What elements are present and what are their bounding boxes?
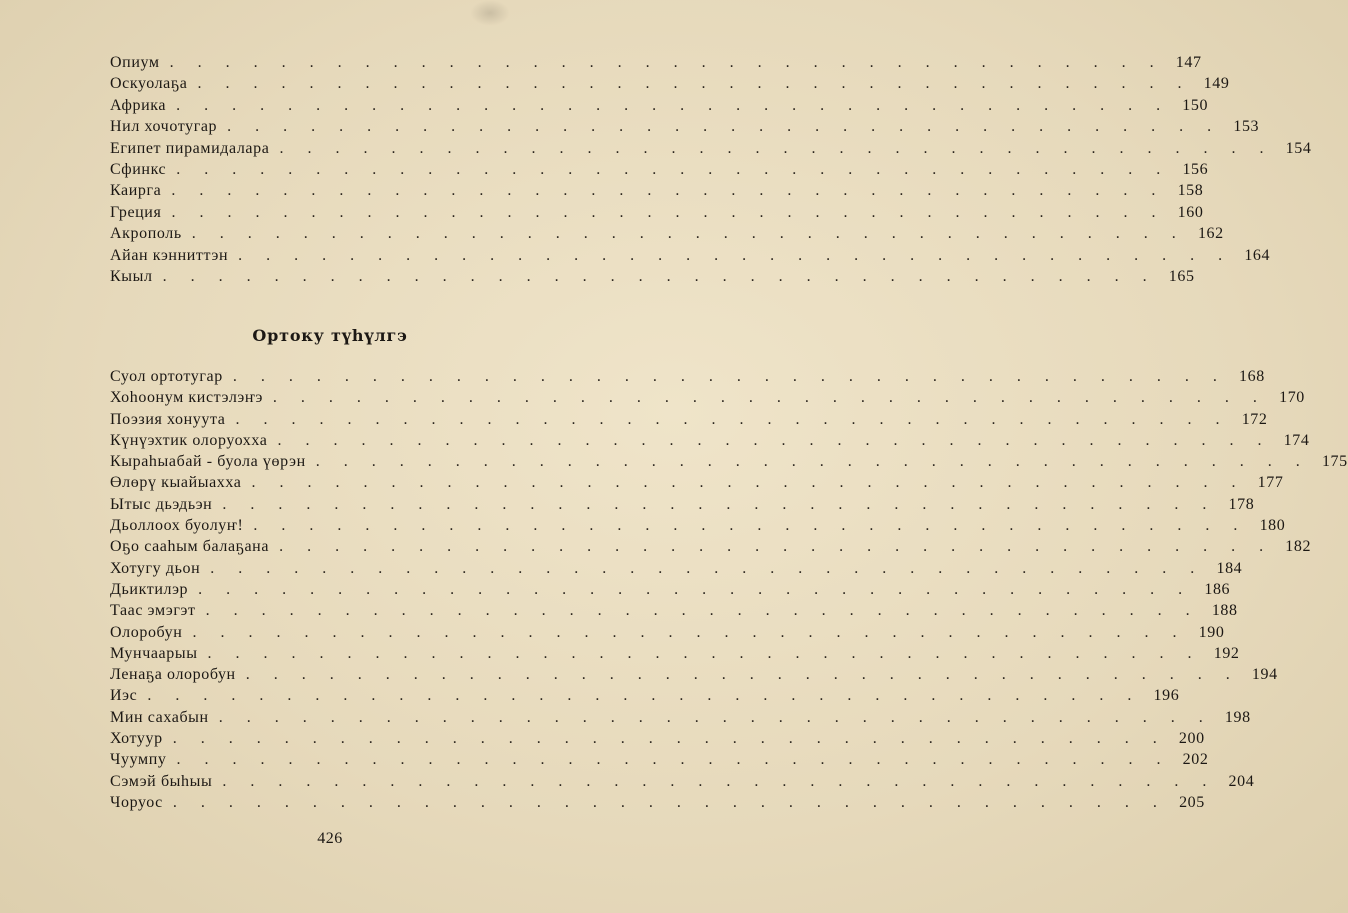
toc-entry-title: Мин сахабын (110, 708, 209, 726)
toc-entry-title: Күнүэхтик олоруохха (110, 431, 268, 449)
dot-leader: . . . . . . . . . . . . . . . . . . . . . . . . . . . . . . . . . . . . (272, 389, 1267, 407)
toc-entry (110, 772, 1255, 794)
toc-entry-title: Акрополь (110, 225, 182, 243)
toc-entry (110, 160, 1209, 182)
dot-leader: . . . . . . . . . . . . . . . . . . . . . . . . . . . . . . . . . . . . (205, 602, 1200, 620)
toc-entry-title: Оскуолаҕа (110, 75, 188, 93)
toc-entry (110, 793, 1205, 815)
toc-list-part-one (110, 54, 1312, 289)
toc-entry-page: 162 (1197, 225, 1224, 243)
toc-entry-page: 170 (1279, 389, 1305, 407)
toc-entry-page: 156 (1182, 160, 1209, 178)
toc-entry-title: Дьиктилэр (110, 580, 189, 598)
toc-entry-title: Хоһоонум кистэлэҥэ (110, 389, 263, 407)
toc-entry (110, 203, 1204, 225)
dot-leader: . . . . . . . . . . . . . . . . . . . . . . . . . . . . . . . . . . . . (162, 267, 1157, 285)
dot-leader: . . . . . . . . . . . . . . . . . . . . . . . . . . . . . . . . . . . . (176, 96, 1171, 114)
toc-entry-page: 150 (1182, 96, 1209, 114)
toc-entry-title: Ленаҕа олоробун (110, 666, 236, 684)
toc-entry (110, 751, 1209, 772)
dot-leader: . . . . . . . . . . . . . . . . . . . . . . . . . . . . . . . . . . . . (218, 708, 1213, 726)
dot-leader: . . . . . . . . . . . . . . . . . . . . . . . . . . . . . . . . . . . . (238, 246, 1233, 264)
toc-entry-title: Нил хочотугар (110, 118, 218, 136)
dot-leader: . . . . . . . . . . . . . . . . . . . . . . . . . . . . . . . . . . . . (251, 474, 1246, 492)
toc-entry (110, 267, 1195, 289)
toc-entry-page: 184 (1216, 559, 1243, 577)
toc-entry (110, 139, 1312, 161)
dot-leader: . . . . . . . . . . . . . . . . . . . . . . . . . . . . . . . . . . . . (253, 517, 1248, 535)
toc-entry-title: Мунчаарыы (110, 644, 198, 662)
toc-entry-page: 202 (1182, 751, 1209, 769)
toc-entry-page: 188 (1211, 602, 1238, 620)
dot-leader: . . . . . . . . . . . . . . . . . . . . . . . . . . . . . . . . . . . . (192, 623, 1187, 641)
toc-entry-page: 168 (1239, 368, 1265, 385)
toc-entry (110, 368, 1265, 389)
toc-entry (110, 580, 1231, 602)
dot-leader: . . . . . . . . . . . . . . . . . . . . . . . . . . . . . . . . . . . . (232, 368, 1227, 385)
toc-entry-title: Чуумпу (110, 751, 167, 769)
dot-leader: . . . . . . . . . . . . . . . . . . . . . . . . . . . . . . . . . . . . (198, 580, 1193, 598)
dot-leader: . . . . . . . . . . . . . . . . . . . . . . . . . . . . . . . . . . . . (171, 182, 1166, 200)
toc-entry-page: 147 (1175, 54, 1202, 71)
toc-entry-page: 174 (1283, 431, 1310, 449)
toc-entry-title: Египет пирамидалара (110, 139, 270, 157)
toc-entry (110, 538, 1312, 559)
toc-entry-page: 180 (1259, 517, 1286, 535)
toc-entry (110, 389, 1305, 410)
toc-entry-page: 192 (1213, 644, 1240, 662)
toc-entry (110, 495, 1255, 517)
dot-leader: . . . . . . . . . . . . . . . . . . . . . . . . . . . . . . . . . . . . (210, 559, 1205, 577)
toc-entry-page: 186 (1204, 580, 1231, 598)
toc-entry-title: Олоробун (110, 623, 183, 641)
toc-entry-title: Дьоллоох буолуҥ! (110, 517, 244, 535)
toc-entry (110, 225, 1224, 246)
toc-entry-page: 149 (1203, 75, 1230, 93)
toc-entry-page: 172 (1241, 410, 1268, 428)
dot-leader: . . . . . . . . . . . . . . . . . . . . . . . . . . . . . . . . . . . . (279, 538, 1274, 556)
dot-leader: . . . . . . . . . . . . . . . . . . . . . . . . . . . . . . . . . . . . (197, 75, 1192, 93)
dot-leader: . . . . . . . . . . . . . . . . . . . . . . . . . . . . . . . . . . . . (176, 160, 1171, 178)
dot-leader: . . . . . . . . . . . . . . . . . . . . . . . . . . . . . . . . . . . . (227, 118, 1222, 136)
toc-entry (110, 246, 1271, 268)
dot-leader: . . . . . . . . . . . . . . . . . . . . . . . . . . . . . . . . . . . . (245, 666, 1240, 684)
dot-leader: . . . . . . . . . . . . . . . . . . . . . . . . . . . . . . . . . . . . (172, 730, 1167, 748)
toc-entry (110, 474, 1284, 495)
toc-entry-title: Айан кэнниттэн (110, 246, 229, 264)
dot-leader: . . . . . . . . . . . . . . . . . . . . . . . . . . . . . . . . . . . . (222, 772, 1217, 790)
toc-entry-title: Опиум (110, 54, 160, 71)
toc-entry-page: 190 (1198, 623, 1225, 641)
toc-entry-page: 158 (1177, 182, 1204, 200)
toc-entry-page: 205 (1179, 793, 1205, 811)
toc-entry-title: Ытыс дьэдьэн (110, 495, 213, 513)
toc-entry-title: Сфинкс (110, 160, 167, 178)
dot-leader: . . . . . . . . . . . . . . . . . . . . . . . . . . . . . . . . . . . . (315, 453, 1310, 471)
toc-entry-page: 177 (1257, 474, 1284, 492)
dot-leader: . . . . . . . . . . . . . . . . . . . . . . . . . . . . . . . . . . . . (171, 203, 1166, 221)
toc-entry-title: Хотуур (110, 730, 163, 748)
toc-entry-page: 200 (1178, 730, 1205, 748)
toc-entry-page: 164 (1244, 246, 1271, 264)
toc-entry-page: 198 (1224, 708, 1251, 726)
toc-entry (110, 54, 1202, 75)
dot-leader: . . . . . . . . . . . . . . . . . . . . . . . . . . . . . . . . . . . . (222, 495, 1217, 513)
toc-entry-title: Поэзия хонуута (110, 410, 226, 428)
toc-entry (110, 623, 1225, 645)
toc-entry-title: Иэс (110, 687, 138, 705)
toc-entry-page: 165 (1168, 267, 1195, 285)
dot-leader: . . . . . . . . . . . . . . . . . . . . . . . . . . . . . . . . . . . . (169, 54, 1164, 71)
toc-entry-page: 182 (1285, 538, 1312, 556)
toc-entry-title: Кыраһыабай - буола үөрэн (110, 453, 306, 471)
toc-entry-page: 178 (1228, 495, 1255, 513)
toc-entry-page: 194 (1251, 666, 1278, 684)
toc-entry (110, 644, 1240, 666)
dot-leader: . . . . . . . . . . . . . . . . . . . . . . . . . . . . . . . . . . . . (277, 431, 1272, 449)
toc-entry (110, 410, 1268, 432)
dot-leader: . . . . . . . . . . . . . . . . . . . . . . . . . . . . . . . . . . . . (207, 644, 1202, 662)
section-heading: Ортоку түһүлгэ (252, 326, 408, 345)
toc-entry (110, 75, 1230, 96)
toc-entry-title: Таас эмэгэт (110, 602, 196, 620)
toc-entry-title: Суол ортотугар (110, 368, 223, 385)
toc-entry-page: 154 (1285, 139, 1312, 157)
toc-entry-page: 196 (1153, 687, 1180, 705)
toc-entry (110, 730, 1205, 751)
toc-entry (110, 182, 1204, 203)
toc-entry (110, 559, 1243, 581)
dot-leader: . . . . . . . . . . . . . . . . . . . . . . . . . . . . . . . . . . . . (172, 793, 1167, 811)
toc-entry-title: Хотугу дьон (110, 559, 201, 577)
toc-entry-title: Өлөрү кыайыахха (110, 474, 242, 492)
toc-entry (110, 687, 1180, 708)
dot-leader: . . . . . . . . . . . . . . . . . . . . . . . . . . . . . . . . . . . . (176, 751, 1171, 769)
toc-entry (110, 96, 1209, 118)
dot-leader: . . . . . . . . . . . . . . . . . . . . . . . . . . . . . . . . . . . . (191, 225, 1186, 243)
toc-entry-title: Кыыл (110, 267, 153, 285)
toc-entry (110, 453, 1348, 474)
page-number: 426 (317, 830, 343, 847)
toc-list-part-two (110, 368, 1348, 815)
dot-leader: . . . . . . . . . . . . . . . . . . . . . . . . . . . . . . . . . . . . (147, 687, 1142, 705)
paper-smudge (470, 0, 510, 26)
toc-entry-page: 175 (1321, 453, 1348, 471)
toc-entry-page: 153 (1233, 118, 1260, 136)
toc-entry (110, 666, 1278, 687)
toc-entry-page: 160 (1177, 203, 1204, 221)
toc-entry (110, 708, 1251, 730)
toc-entry (110, 517, 1286, 538)
toc-entry-title: Сэмэй быһыы (110, 772, 213, 790)
dot-leader: . . . . . . . . . . . . . . . . . . . . . . . . . . . . . . . . . . . . (235, 410, 1230, 428)
toc-entry-title: Греция (110, 203, 162, 221)
toc-entry (110, 431, 1310, 453)
toc-entry (110, 602, 1238, 623)
toc-entry-title: Оҕо сааһым балаҕана (110, 538, 270, 556)
toc-entry-title: Чоруос (110, 793, 163, 811)
toc-entry-title: Каирга (110, 182, 162, 200)
toc-entry-page: 204 (1228, 772, 1255, 790)
dot-leader: . . . . . . . . . . . . . . . . . . . . . . . . . . . . . . . . . . . . (279, 139, 1274, 157)
toc-entry (110, 118, 1260, 139)
toc-entry-title: Африка (110, 96, 167, 114)
